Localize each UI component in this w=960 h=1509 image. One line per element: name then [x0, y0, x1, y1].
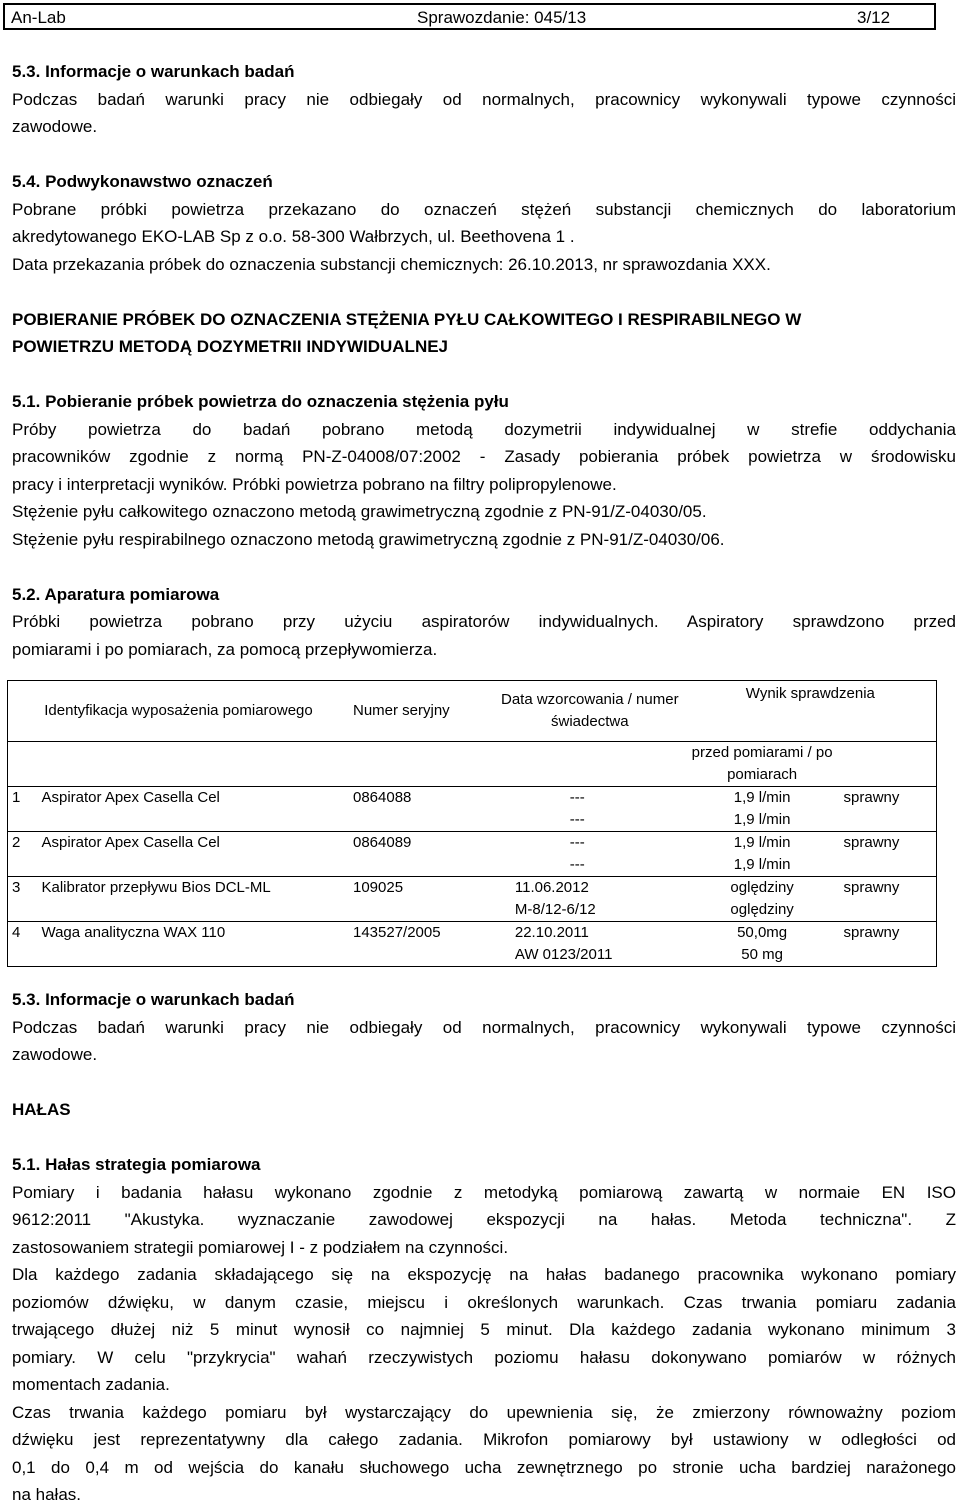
paragraph-line: pomiary. W celu "przykrycia" wahań rzeczywistych poziomu hałasu dokonywano pomiarów w różnych: [12, 1347, 956, 1367]
paragraph-line: Pobrane próbki powietrza przekazano do oznaczeń stężeń substancji chemicznych do laboratorium: [12, 199, 956, 219]
table-row: 1 Aspirator Apex Casella Cel 0864088 --- --- 1,9 l/min 1,9 l/min sprawny: [8, 786, 937, 831]
column-header: Identyfikacja wyposażenia pomiarowego: [8, 681, 349, 742]
table-row: 4 Waga analityczna WAX 110 143527/2005 22.10.2011 AW 0123/2011 50,0mg 50 mg sprawny: [8, 921, 937, 966]
equipment-table: [7, 680, 937, 967]
paragraph-line: dźwięku jest reprezentatywny dla całego zadania. Mikrofon pomiarowy był ustawiony w odległości od: [12, 1430, 956, 1449]
table-row: 3 Kalibrator przepływu Bios DCL-ML 109025 11.06.2012 M-8/12-6/12 oględziny oględziny sprawny: [8, 876, 937, 921]
paragraph-line: Pomiary i badania hałasu wykonano zgodnie z metodyką pomiarową zawartą w normaie EN ISO: [12, 1182, 956, 1202]
section-heading: 5.3. Informacje o warunkach badań: [12, 990, 295, 1009]
paragraph-line: zawodowe.: [12, 1045, 98, 1064]
column-header: Wynik sprawdzenia: [685, 681, 937, 742]
paragraph-line: zawodowe.: [12, 117, 98, 136]
section-heading: 5.3. Informacje o warunkach badań: [12, 62, 295, 81]
header-page-number: 3/12: [857, 8, 891, 27]
paragraph-line: Próbki powietrza pobrano przy użyciu aspiratorów indywidualnych. Aspiratory sprawdzono przed: [12, 612, 956, 631]
paragraph-line: Podczas badań warunki pracy nie odbiegały od normalnych, pracownicy wykonywali typowe czynności: [12, 1017, 956, 1037]
paragraph-line: Stężenie pyłu całkowitego oznaczono metodą grawimetryczną zgodnie z PN-91/Z-04030/05.: [12, 502, 707, 521]
document-body-continued: [12, 986, 956, 1509]
paragraph-line: momentach zadania.: [12, 1375, 170, 1394]
paragraph-line: pomiarami i po pomiarach, za pomocą przepływomierza.: [12, 639, 438, 659]
section-heading: 5.1. Pobieranie próbek powietrza do oznaczenia stężenia pyłu: [12, 392, 509, 411]
header-lab-name: An-Lab: [11, 8, 66, 27]
paragraph-line: Podczas badań warunki pracy nie odbiegały od normalnych, pracownicy wykonywali typowe czynności: [12, 89, 956, 109]
section-heading: 5.1. Hałas strategia pomiarowa: [12, 1155, 261, 1174]
paragraph-line: Czas trwania każdego pomiaru był wystarczający do upewnienia się, że zmierzony równoważny poziom: [12, 1402, 956, 1422]
main-title: POWIETRZU METODĄ DOZYMETRII INDYWIDUALNEJ: [12, 337, 449, 356]
column-header: przed pomiarami / po pomiarach: [685, 741, 840, 786]
section-heading: 5.4. Podwykonawstwo oznaczeń: [12, 172, 273, 191]
document-body: [12, 58, 956, 663]
section-heading: 5.2. Aparatura pomiarowa: [12, 584, 220, 604]
main-title: POBIERANIE PRÓBEK DO OZNACZENIA STĘŻENIA PYŁU CAŁKOWITEGO I RESPIRABILNEGO W: [12, 309, 802, 329]
paragraph-line: akredytowanego EKO-LAB Sp z o.o. 58-300 Wałbrzych, ul. Beethovena 1 .: [12, 227, 575, 246]
column-header: Data wzorcowania / numer świadectwa: [495, 681, 685, 742]
header-report-number: Sprawozdanie: 045/13: [417, 8, 587, 27]
paragraph-line: Próby powietrza do badań pobrano metodą dozymetrii indywidualnej w strefie oddychania: [12, 419, 956, 439]
page-header: [3, 3, 936, 30]
paragraph-line: zastosowaniem strategii pomiarowej I - z podziałem na czynności.: [12, 1237, 509, 1257]
paragraph-line: pracowników zgodnie z normą PN-Z-04008/07:2002 - Zasady pobierania próbek powietrza w środowisku: [12, 447, 956, 466]
paragraph-line: trwającego dłużej niż 5 minut wynosił co najmniej 5 minut. Dla każdego zadania wykonano minimum 3: [12, 1320, 956, 1339]
paragraph-line: na hałas.: [12, 1485, 81, 1504]
paragraph-line: poziomów dźwięku, w danym czasie, miejscu i określonych warunkach. Czas trwania pomiaru zadania: [12, 1292, 956, 1312]
paragraph-line: Dla każdego zadania składającego się na ekspozycję na hałas badanego pracownika wykonano pomiary: [12, 1265, 956, 1284]
table-row: 2 Aspirator Apex Casella Cel 0864089 --- --- 1,9 l/min 1,9 l/min sprawny: [8, 831, 937, 876]
paragraph-line: Stężenie pyłu respirabilnego oznaczono metodą grawimetryczną zgodnie z PN-91/Z-04030/06.: [12, 529, 725, 549]
paragraph-line: 9612:2011 "Akustyka. wyznaczanie zawodowej ekspozycji na hałas. Metoda techniczna". Z: [12, 1210, 956, 1229]
noise-title: HAŁAS: [12, 1100, 71, 1119]
paragraph-line: pracy i interpretacji wyników. Próbki powietrza pobrano na filtry polipropylenowe.: [12, 474, 617, 494]
paragraph-line: 0,1 do 0,4 m od wejścia do kanału słuchowego ucha zewnętrznego po stronie ucha bardziej narażonego: [12, 1457, 956, 1477]
column-header: Numer seryjny: [349, 681, 495, 742]
paragraph-line: Data przekazania próbek do oznaczenia substancji chemicznych: 26.10.2013, nr sprawozdania XXX.: [12, 254, 771, 274]
